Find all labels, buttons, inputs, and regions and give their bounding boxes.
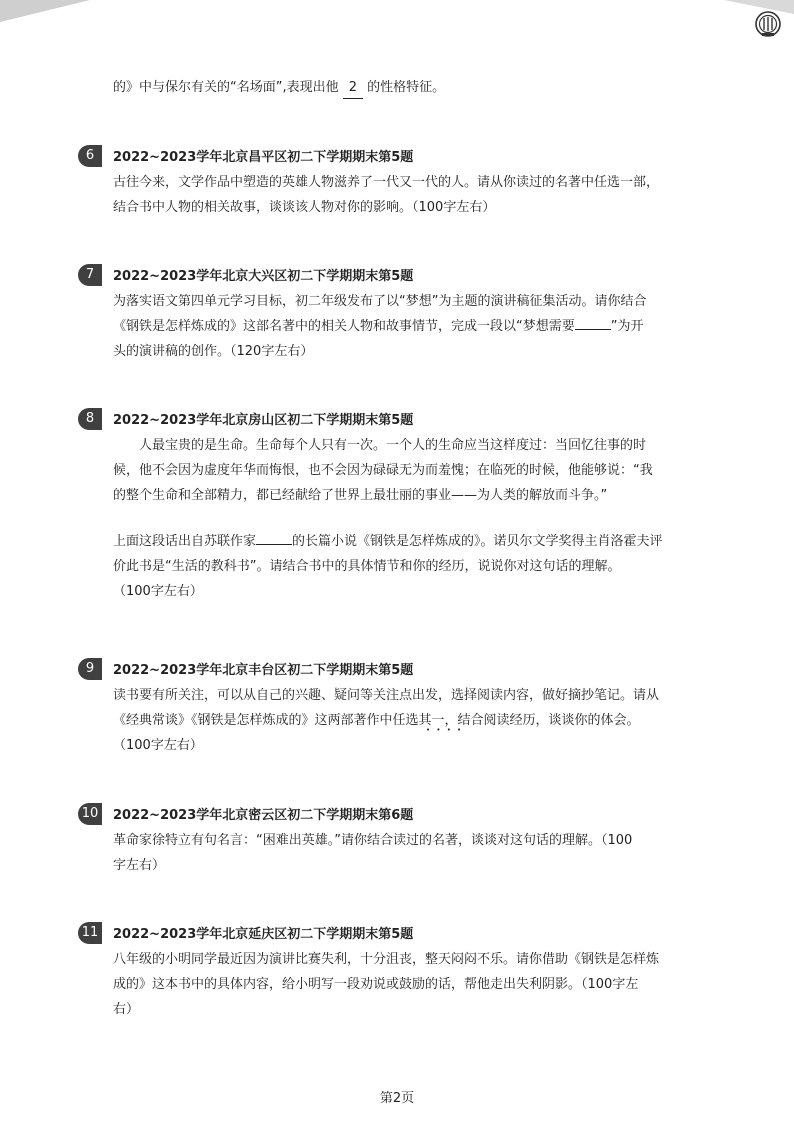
question-9	[78, 658, 718, 758]
question-number-badge: 8	[78, 408, 102, 430]
question-title: 2022~2023学年北京延庆区初二下学期期末第5题	[113, 927, 414, 942]
answer-blank: 2	[343, 78, 363, 99]
question-body: 革命家徐特立有句名言：“困难出英雄。”请你结合读过的名著，谈谈对这句话的理解。（100 字左右）	[113, 833, 633, 873]
question-number-badge: 6	[78, 145, 102, 167]
question-number-badge: 10	[78, 803, 102, 825]
emphasis-dots: • • • •	[426, 726, 464, 734]
fill-blank	[256, 532, 292, 545]
corner-decoration-left	[0, 0, 90, 22]
question-body: 八年级的小明同学最近因为演讲比赛失利，十分沮丧，整天闷闷不乐。请你借助《钢铁是怎样炼 成的》这本书中的具体内容，给小明写一段劝说或鼓励的话，帮他走出失利阴影。（100字左 右）	[113, 952, 660, 1017]
fill-blank	[575, 317, 611, 330]
question-body: 人最宝贵的是生命。生命每个人只有一次。一个人的生命应当这样度过：当回忆往事的时 候，他不会因为虚度年华而悔恨，也不会因为碌碌无为而羞愧；在临死的时候，他能够说：“我 的整个生命和全部精力，都已经献给了世界上最壮丽的事业——为人类的解放而斗争。” 上面这段话出自苏联作家 的长篇小说《钢铁是怎样炼成的》。诺贝尔文学奖得主肖洛霍夫评 价此书是“生活的教科书”。请结合书中的具体情节和你的经历，说说你对这句话的理解。 （100字左右）	[113, 433, 718, 604]
question-body: 古往今来，文学作品中塑造的英雄人物滋养了一代又一代的人。请从你读过的名著中任选一部， 结合书中人物的相关故事，谈谈该人物对你的影响。（100字左右）	[113, 175, 660, 215]
question-10	[78, 803, 718, 878]
intro-text-after: 的性格特征。	[363, 80, 446, 95]
page-number: 第2页	[379, 1091, 415, 1106]
publisher-logo-icon	[754, 10, 782, 38]
question-6	[78, 145, 718, 220]
question-7	[78, 264, 718, 364]
question-title: 2022~2023学年北京大兴区初二下学期期末第5题	[113, 269, 414, 284]
continued-question-text	[113, 78, 445, 99]
question-number-badge: 11	[78, 922, 102, 944]
question-body: 读书要有所关注，可以从自己的兴趣、疑问等关注点出发，选择阅读内容，做好摘抄笔记。请从 《经典常谈》《钢铁是怎样炼成的》这两部著作中任选其一，结合阅读经历，谈谈你的体会。 （100字左右）	[113, 688, 660, 753]
question-11	[78, 922, 718, 1022]
question-body: 为落实语文第四单元学习目标，初二年级发布了以“梦想”为主题的演讲稿征集活动。请你结合 《钢铁是怎样炼成的》这部名著中的相关人物和故事情节，完成一段以“梦想需要 ”为开 头的演讲稿的创作。（120字左右）	[113, 294, 647, 359]
question-8	[78, 408, 718, 604]
question-title: 2022~2023学年北京密云区初二下学期期末第6题	[113, 808, 414, 823]
question-title: 2022~2023学年北京昌平区初二下学期期末第5题	[113, 150, 414, 165]
quote-passage: 人最宝贵的是生命。生命每个人只有一次。一个人的生命应当这样度过：当回忆往事的时	[139, 438, 647, 453]
question-number-badge: 7	[78, 264, 102, 286]
question-title: 2022~2023学年北京房山区初二下学期期末第5题	[113, 413, 414, 428]
question-title: 2022~2023学年北京丰台区初二下学期期末第5题	[113, 663, 414, 678]
intro-text-before: 的》中与保尔有关的“名场面”,表现出他	[113, 80, 343, 95]
question-number-badge: 9	[78, 658, 102, 680]
